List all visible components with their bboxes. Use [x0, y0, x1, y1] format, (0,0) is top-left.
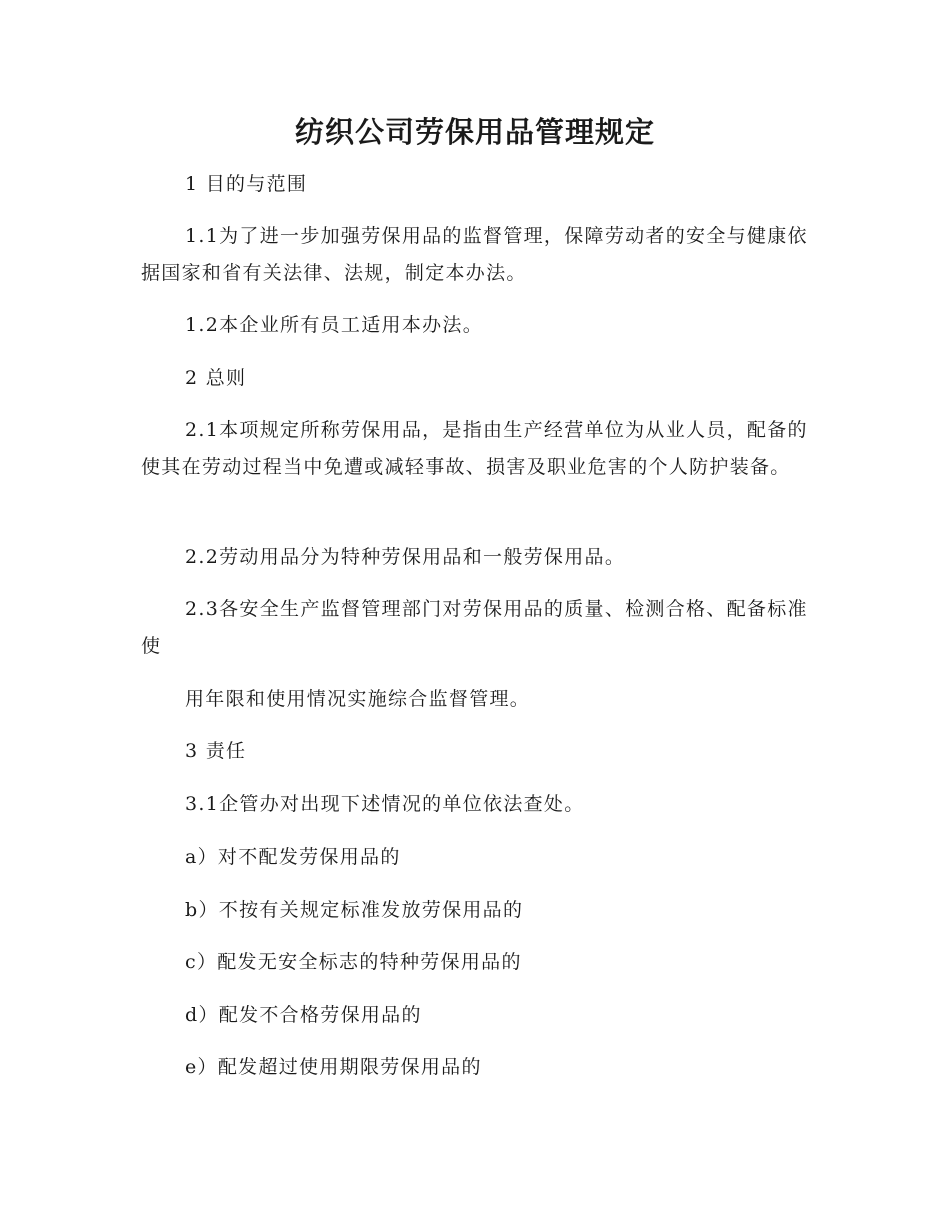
list-item-a: a）对不配发劳保用品的: [185, 846, 401, 868]
paragraph-2-1: 2.1本项规定所称劳保用品，是指由生产经营单位为从业人员，配备的使其在劳动过程当中免遭或减轻事故、损害及职业危害的个人防护装备。: [141, 419, 808, 478]
list-item-b: b）不按有关规定标准发放劳保用品的: [185, 899, 524, 921]
paragraph-1-2: 1.2本企业所有员工适用本办法。: [185, 314, 484, 336]
paragraph-2-3-continued: 用年限和使用情况实施综合监督管理。: [185, 688, 531, 710]
document-title: 纺织公司劳保用品管理规定: [294, 115, 655, 149]
section-heading-3: 3 责任: [185, 740, 247, 762]
list-item-c: c）配发无安全标志的特种劳保用品的: [185, 951, 522, 973]
section-heading-1: 1 目的与范围: [185, 173, 308, 195]
paragraph-1-1: 1.1为了进一步加强劳保用品的监督管理，保障劳动者的安全与健康依据国家和省有关法律、法规，制定本办法。: [141, 225, 808, 284]
section-heading-2: 2 总则: [185, 367, 247, 389]
paragraph-2-3: 2.3各安全生产监督管理部门对劳保用品的质量、检测合格、配备标准使: [141, 598, 808, 657]
list-item-e: e）配发超过使用期限劳保用品的: [185, 1056, 482, 1078]
list-item-d: d）配发不合格劳保用品的: [185, 1004, 422, 1026]
paragraph-2-2: 2.2劳动用品分为特种劳保用品和一般劳保用品。: [185, 546, 626, 568]
paragraph-3-1: 3.1企管办对出现下述情况的单位依法查处。: [185, 793, 585, 815]
